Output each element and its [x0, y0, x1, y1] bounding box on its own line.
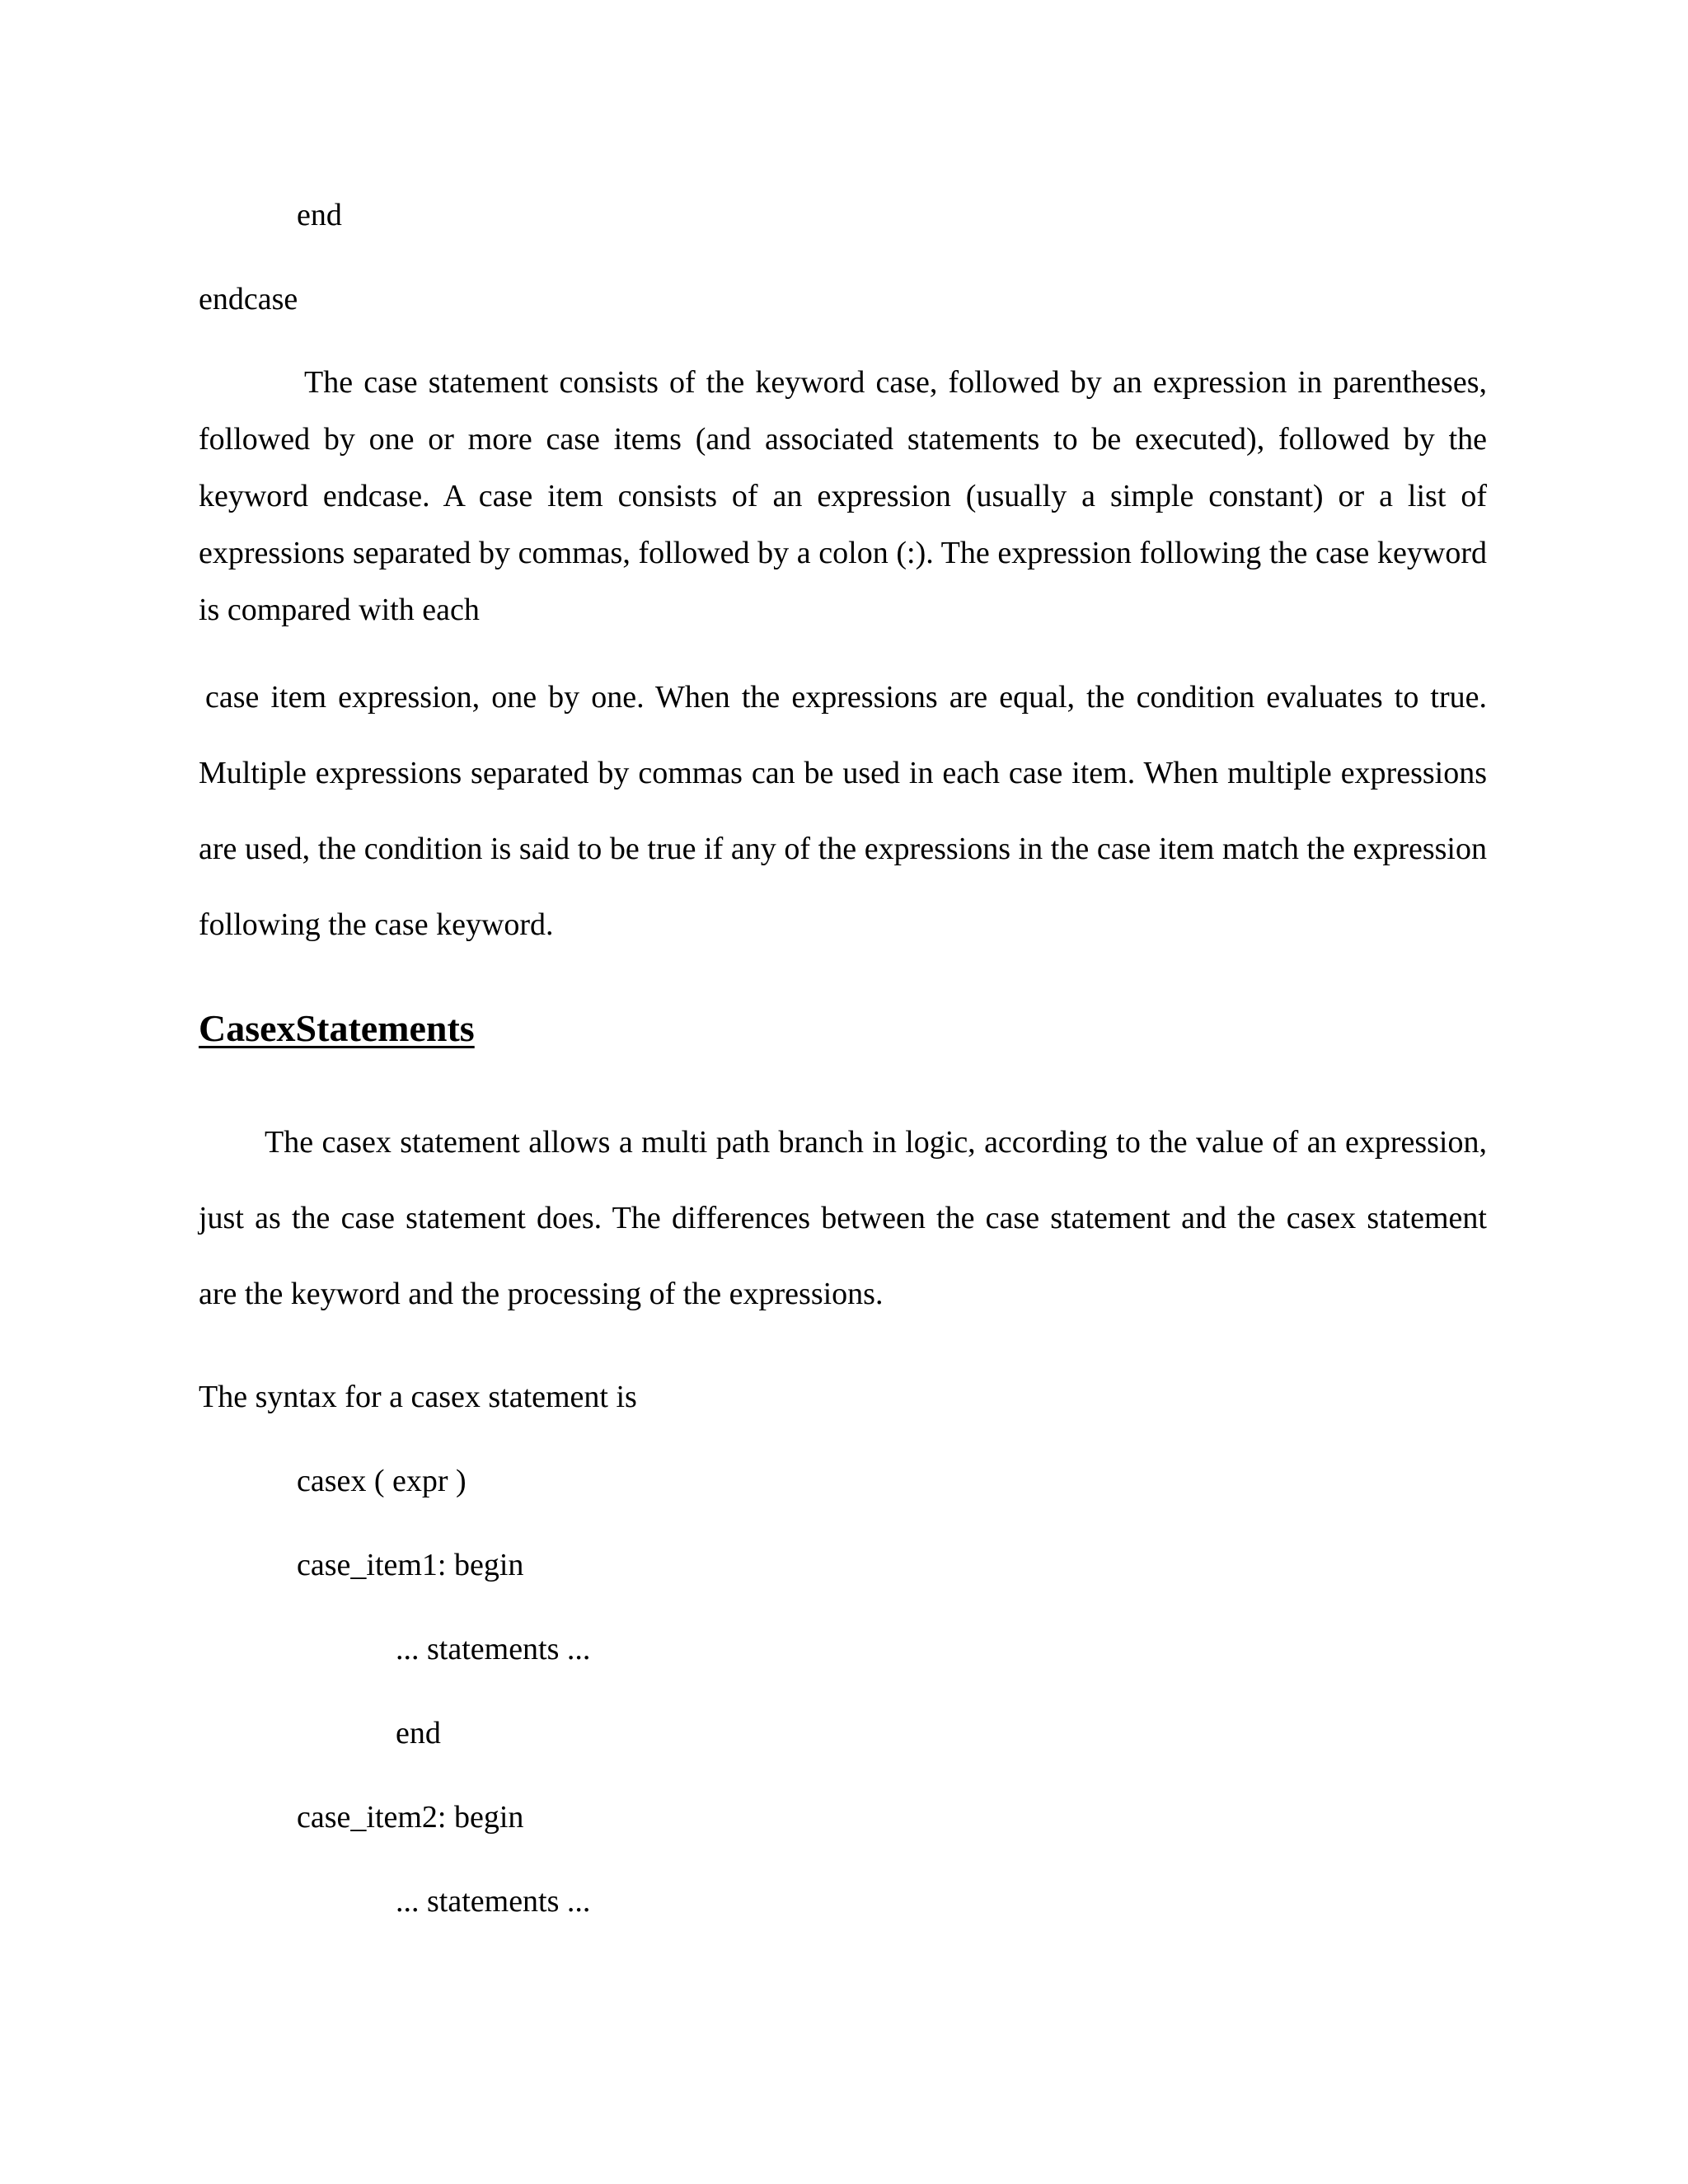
paragraph-casex-description: The casex statement allows a multi path branch in logic, according to the value of an expression, just as the case statement does. The differences between the case statement and the casex statement are the keyword and the processing of the expressions. — [199, 1125, 1487, 1311]
syntax-line-casex: casex ( expr ) — [297, 1464, 467, 1498]
paragraph-case-description: The case statement consists of the keyword case, followed by an expression in parentheses, followed by one or more case items (and associated statements to be executed), followed by the keyword endcase. A case item consists of an expression (usually a simple constant) or a list of expressions separated by commas, followed by a colon (:). The expression following the case keyword is compared with each — [199, 365, 1487, 627]
syntax-line-statements-1: ... statements ... — [396, 1632, 591, 1666]
code-line-endcase: endcase — [199, 282, 298, 316]
syntax-line-statements-2: ... statements ... — [396, 1884, 591, 1919]
syntax-line-case-item1: case_item1: begin — [297, 1548, 524, 1582]
code-line-end: end — [297, 198, 342, 232]
syntax-line-case-item2: case_item2: begin — [297, 1800, 524, 1835]
syntax-line-end: end — [396, 1716, 441, 1750]
section-heading: CasexStatements — [199, 1007, 475, 1049]
paragraph-case-evaluation: case item expression, one by one. When the expressions are equal, the condition evaluates to true. Multiple expressions separated by commas can be used in each case item. When multiple expressions are used, the condition is said to be true if any of the expressions in the case item match the expression following the case keyword. — [199, 680, 1487, 942]
syntax-intro: The syntax for a casex statement is — [199, 1380, 637, 1414]
